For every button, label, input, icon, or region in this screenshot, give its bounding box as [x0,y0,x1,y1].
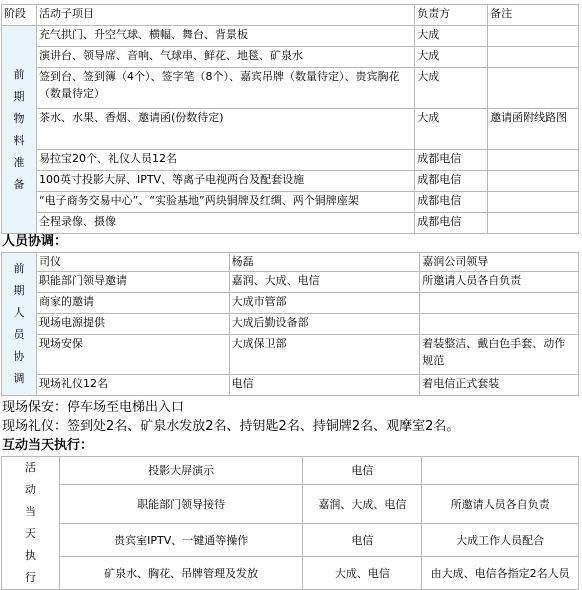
owner-cell: 电信 [303,524,422,557]
header-owner: 负责方 [415,5,488,26]
execution-table [1,456,579,590]
owner-cell: 嘉润、大成、电信 [303,485,422,524]
materials-table [1,4,579,234]
stage-cell: 前期人员协调 [2,253,37,396]
owner-cell: 成都电信 [415,171,488,192]
stage-cell: 活动当天执行 [2,457,60,590]
note-cell: 邀请函附线路图 [488,109,579,150]
task-cell: 矿泉水、胸花、吊牌管理及发放 [59,557,303,590]
task-cell: 商家的邀请 [36,293,229,314]
owner-cell: 大成 [415,68,488,109]
note-cell: 着电信正式套装 [420,375,579,396]
task-cell: 现场礼仪12名 [36,375,229,396]
security-note: 现场保安：停车场至电梯出入口 [2,400,185,415]
header-person: 杨磊 [229,253,420,272]
note-cell: 由大成、电信各指定2名人员 [422,557,579,590]
owner-cell: 大成 [415,26,488,47]
item-cell: 演讲台、领导席、音响、气球串、鲜花、地毯、矿泉水 [36,47,414,68]
item-cell: 100英寸投影大屏、IPTV、等离子电视两台及配套设施 [36,171,414,192]
item-cell: 茶水、水果、香烟、邀请函(份数待定) [36,109,414,150]
stage-cell: 前期物料准备 [2,26,37,234]
owner-cell: 大成 [415,47,488,68]
note-cell [488,68,579,109]
note-cell [488,150,579,171]
owner-cell: 大成保卫部 [229,335,420,375]
note-cell: 大成工作人员配合 [422,524,579,557]
owner-cell: 大成 [415,109,488,150]
task-cell: 贵宾室IPTV、一键通等操作 [59,524,303,557]
owner-cell: 嘉润、大成、电信 [229,272,420,293]
note-cell [488,171,579,192]
item-cell: 易拉宝20个、礼仪人员12名 [36,150,414,171]
item-cell: 全程录像、摄像 [36,213,414,234]
header-stage: 阶段 [2,5,37,26]
note-cell [420,293,579,314]
section-title-execution: 互动当天执行： [2,438,94,453]
owner-cell: 大成后勤设备部 [229,314,420,335]
note-cell: 着装整洁、戴白色手套、动作规范 [420,335,579,375]
section-title-staff: 人员协调： [2,234,68,249]
note-cell [488,47,579,68]
staff-table [1,252,579,396]
task-cell: 现场安保 [36,335,229,375]
header-leader: 嘉润公司领导 [420,253,579,272]
note-cell [422,457,579,485]
note-cell: 所邀请人员各自负责 [420,272,579,293]
note-cell [488,213,579,234]
item-cell: “电子商务交易中心”、“实验基地”两块铜牌及红绸、两个铜牌座架 [36,192,414,213]
header-item: 活动子项目 [36,5,414,26]
item-cell: 签到台、签到簿（4个）、签字笔（8个）、嘉宾吊牌（数量待定）、贵宾胸花（数量待定） [36,68,414,109]
task-cell: 职能部门领导接待 [59,485,303,524]
note-cell [488,192,579,213]
note-cell [420,314,579,335]
owner-cell: 成都电信 [415,192,488,213]
note-cell [488,26,579,47]
owner-cell: 电信 [229,375,420,396]
header-emcee: 司仪 [36,253,229,272]
owner-cell: 成都电信 [415,150,488,171]
task-cell: 现场电源提供 [36,314,229,335]
owner-cell: 大成市管部 [229,293,420,314]
owner-cell: 成都电信 [415,213,488,234]
owner-cell: 大成、电信 [303,557,422,590]
task-cell: 投影大屏演示 [59,457,303,485]
note-cell: 所邀请人员各自负责 [422,485,579,524]
header-note: 备注 [488,5,579,26]
item-cell: 充气拱门、升空气球、横幅、舞台、背景板 [36,26,414,47]
etiquette-note: 现场礼仪：签到处2名、矿泉水发放2名、持钥匙2名、持铜牌2名、观摩室2名。 [2,419,460,434]
task-cell: 职能部门领导邀请 [36,272,229,293]
owner-cell: 电信 [303,457,422,485]
